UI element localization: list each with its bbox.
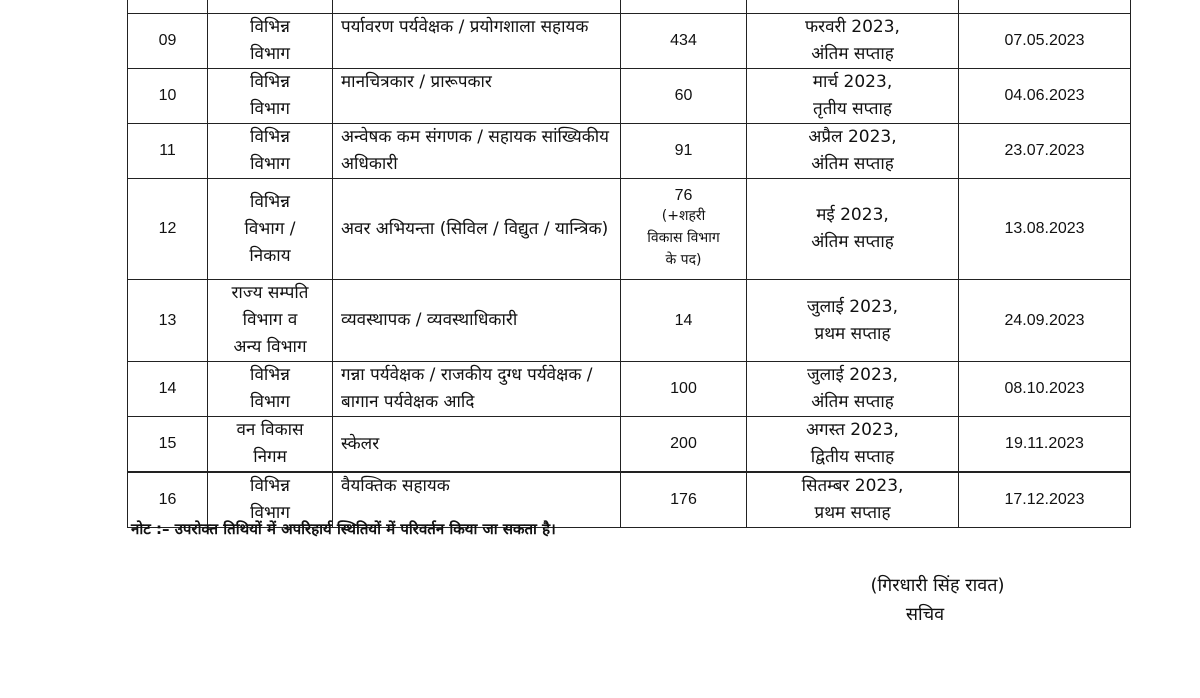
cell-department — [208, 69, 333, 124]
footnote: नोट :– उपरोक्त तिथियों में अपरिहार्य स्थितियों में परिवर्तन किया जा सकता है। — [131, 520, 556, 538]
cell-vacancies — [621, 124, 747, 179]
department-line: विभिन्न — [250, 365, 290, 385]
cell-vacancies — [621, 362, 747, 417]
cell-post — [333, 0, 621, 14]
table-body — [128, 0, 1131, 528]
department-line: विभिन्न — [250, 72, 290, 92]
cell-vacancies — [621, 14, 747, 69]
table-row — [128, 417, 1131, 473]
exam-month-line: अगस्त 2023, — [806, 420, 899, 440]
vacancy-count: 60 — [674, 87, 693, 104]
cell-result-date: 04.06.2023 — [959, 69, 1131, 124]
vacancy-count: 91 — [674, 142, 693, 159]
cell-vacancies — [621, 69, 747, 124]
table-row — [128, 69, 1131, 124]
department-line: विभिन्न — [250, 17, 290, 37]
department-line: विभिन्न — [250, 476, 290, 496]
exam-month-line: अप्रैल 2023, — [808, 127, 897, 147]
exam-month-line: जुलाई 2023, — [807, 296, 898, 317]
cell-result-date: 23.07.2023 — [959, 124, 1131, 179]
cell-vacancies — [621, 280, 747, 362]
cell-number — [128, 0, 208, 14]
cell-number: 12 — [128, 179, 208, 280]
cell-vacancies — [621, 472, 747, 528]
cell-vacancies — [621, 179, 747, 280]
table-row-partial — [128, 0, 1131, 14]
cell-exam-month — [747, 124, 959, 179]
cell-post: मानचित्रकार / प्रारूपकार — [333, 69, 621, 124]
cell-exam-month — [747, 0, 959, 14]
cell-department — [208, 179, 333, 280]
exam-month-line: सितम्बर 2023, — [801, 476, 904, 496]
vacancy-count: 200 — [670, 435, 697, 452]
vacancy-note-line: के पद) — [665, 252, 702, 268]
vacancy-count: 14 — [674, 311, 693, 329]
cell-exam-month — [747, 472, 959, 528]
department-line: विभाग — [250, 44, 290, 64]
exam-week-line: अंतिम सप्ताह — [811, 392, 894, 412]
cell-result-date: 13.08.2023 — [959, 179, 1131, 280]
vacancy-count: 176 — [670, 491, 697, 508]
cell-exam-month — [747, 179, 959, 280]
cell-post: गन्ना पर्यवेक्षक / राजकीय दुग्ध पर्यवेक्षक / बागान पर्यवेक्षक आदि — [333, 362, 621, 417]
department-line: विभाग — [250, 99, 290, 119]
cell-number: 09 — [128, 14, 208, 69]
signatory-name: (गिरधारी सिंह रावत) — [870, 575, 1005, 596]
exam-week-line: प्रथम सप्ताह — [814, 503, 891, 523]
table-row — [128, 362, 1131, 417]
exam-week-line: अंतिम सप्ताह — [811, 232, 894, 252]
cell-post: स्केलर — [333, 417, 621, 473]
cell-exam-month — [747, 417, 959, 473]
cell-department — [208, 417, 333, 473]
cell-number: 15 — [128, 417, 208, 473]
cell-department — [208, 280, 333, 362]
table-row — [128, 280, 1131, 362]
department-line: विभिन्न — [250, 127, 290, 147]
signatory-designation: सचिव — [905, 604, 945, 625]
department-line: राज्य सम्पति — [231, 283, 309, 303]
exam-week-line: अंतिम सप्ताह — [811, 44, 894, 64]
cell-result-date: 24.09.2023 — [959, 280, 1131, 362]
exam-week-line: द्वितीय सप्ताह — [810, 447, 895, 467]
exam-month-line: मई 2023, — [816, 205, 889, 225]
department-line: निकाय — [249, 245, 291, 266]
cell-department — [208, 124, 333, 179]
cell-result-date: 07.05.2023 — [959, 14, 1131, 69]
cell-result-date: 19.11.2023 — [959, 417, 1131, 473]
department-line: वन विकास — [236, 420, 304, 440]
cell-number: 13 — [128, 280, 208, 362]
recruitment-schedule-table — [127, 0, 1131, 528]
cell-exam-month — [747, 14, 959, 69]
table-row — [128, 124, 1131, 179]
exam-week-line: प्रथम सप्ताह — [814, 323, 891, 344]
cell-result-date — [959, 0, 1131, 14]
exam-week-line: तृतीय सप्ताह — [813, 99, 892, 119]
vacancy-count: 100 — [670, 380, 697, 397]
cell-post: पर्यावरण पर्यवेक्षक / प्रयोगशाला सहायक — [333, 14, 621, 69]
department-line: विभाग — [250, 154, 290, 174]
cell-vacancies — [621, 417, 747, 473]
department-line: विभाग — [250, 503, 290, 523]
cell-result-date: 08.10.2023 — [959, 362, 1131, 417]
cell-department — [208, 0, 333, 14]
cell-exam-month — [747, 280, 959, 362]
cell-number: 14 — [128, 362, 208, 417]
department-line: विभाग / — [244, 218, 296, 239]
cell-exam-month — [747, 69, 959, 124]
cell-result-date: 17.12.2023 — [959, 472, 1131, 528]
vacancy-note-line: (+शहरी — [661, 208, 706, 224]
cell-department — [208, 14, 333, 69]
signature-block — [800, 571, 1050, 629]
department-line: विभाग व — [242, 310, 298, 330]
vacancy-count: 76 — [674, 187, 693, 204]
department-line: विभिन्न — [250, 191, 290, 212]
cell-post: व्यवस्थापक / व्यवस्थाधिकारी — [333, 280, 621, 362]
cell-number: 16 — [128, 472, 208, 528]
cell-post: अवर अभियन्ता (सिविल / विद्युत / यान्त्रिक) — [333, 179, 621, 280]
cell-post: अन्वेषक कम संगणक / सहायक सांख्यिकीय अधिकारी — [333, 124, 621, 179]
table-row — [128, 179, 1131, 280]
exam-month-line: फरवरी 2023, — [805, 17, 900, 37]
cell-vacancies — [621, 0, 747, 14]
vacancy-note-line: विकास विभाग — [647, 230, 720, 246]
department-line: विभाग — [250, 392, 290, 412]
table-row — [128, 14, 1131, 69]
cell-number: 11 — [128, 124, 208, 179]
cell-department — [208, 362, 333, 417]
cell-exam-month — [747, 362, 959, 417]
vacancy-count: 434 — [670, 32, 697, 49]
cell-post: वैयक्तिक सहायक — [333, 472, 621, 528]
department-line: निगम — [253, 447, 287, 467]
exam-month-line: जुलाई 2023, — [807, 365, 898, 385]
exam-week-line: अंतिम सप्ताह — [811, 154, 894, 174]
cell-number: 10 — [128, 69, 208, 124]
department-line: अन्य विभाग — [233, 337, 307, 357]
exam-month-line: मार्च 2023, — [812, 72, 893, 92]
